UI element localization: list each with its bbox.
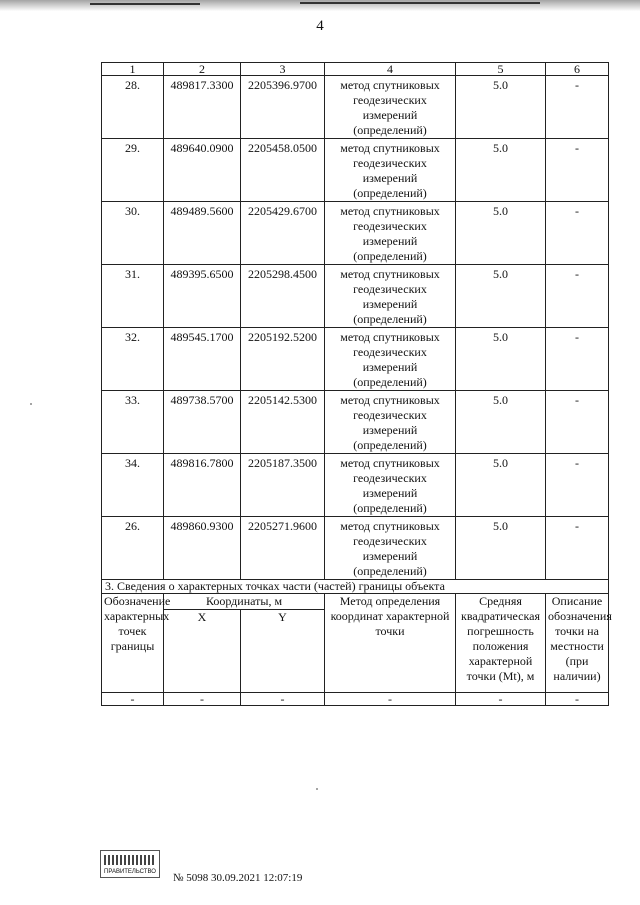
point-number: 34. (102, 454, 164, 517)
scan-streak (300, 2, 540, 4)
coordinate-x: 489816.7800 (164, 454, 241, 517)
header-coordinates: Координаты, м (164, 594, 325, 610)
coordinate-x: 489545.1700 (164, 328, 241, 391)
column-number: 2 (164, 63, 241, 76)
coordinate-y: 2205142.5300 (241, 391, 325, 454)
page-number: 4 (316, 18, 324, 34)
section3-empty-row (102, 693, 609, 706)
header-x: X (164, 610, 241, 693)
coordinate-y: 2205187.3500 (241, 454, 325, 517)
point-number: 28. (102, 76, 164, 139)
description-cell: - (546, 391, 609, 454)
method-cell: метод спутниковых геодезических измерений (определений) (325, 517, 456, 580)
column-number: 4 (325, 63, 456, 76)
column-number: 1 (102, 63, 164, 76)
scan-streak (90, 3, 200, 5)
coordinate-x: 489395.6500 (164, 265, 241, 328)
accuracy-cell: 5.0 (456, 454, 546, 517)
table-row (102, 328, 609, 391)
method-cell: метод спутниковых геодезических измерений (определений) (325, 76, 456, 139)
accuracy-cell: 5.0 (456, 517, 546, 580)
point-number: 32. (102, 328, 164, 391)
header-y: Y (241, 610, 325, 693)
method-cell: метод спутниковых геодезических измерений (определений) (325, 328, 456, 391)
description-cell: - (546, 139, 609, 202)
method-cell: метод спутниковых геодезических измерений (определений) (325, 202, 456, 265)
point-number: 33. (102, 391, 164, 454)
table-row (102, 517, 609, 580)
accuracy-cell: 5.0 (456, 202, 546, 265)
method-cell: метод спутниковых геодезических измерений (определений) (325, 265, 456, 328)
coordinate-y: 2205271.9600 (241, 517, 325, 580)
description-cell: - (546, 454, 609, 517)
description-cell: - (546, 76, 609, 139)
table-row (102, 139, 609, 202)
point-number: 30. (102, 202, 164, 265)
coordinate-x: 489860.9300 (164, 517, 241, 580)
point-number: 31. (102, 265, 164, 328)
coordinate-y: 2205298.4500 (241, 265, 325, 328)
accuracy-cell: 5.0 (456, 328, 546, 391)
coordinate-y: 2205458.0500 (241, 139, 325, 202)
header-description: Описание обозначения точки на местности (при наличии) (546, 594, 609, 693)
column-number: 5 (456, 63, 546, 76)
coordinate-y: 2205396.9700 (241, 76, 325, 139)
coordinate-y: 2205192.5200 (241, 328, 325, 391)
column-numbers-row (102, 63, 609, 76)
description-cell: - (546, 202, 609, 265)
header-accuracy: Средняя квадратическая погрешность положения характерной точки (Mt), м (456, 594, 546, 693)
description-cell: - (546, 517, 609, 580)
header-designation: Обозначение характерных точек границы (102, 594, 164, 693)
registration-line: № 5098 30.09.2021 12:07:19 (173, 872, 303, 884)
empty-cell: - (164, 693, 241, 706)
method-cell: метод спутниковых геодезических измерений (определений) (325, 454, 456, 517)
table-row (102, 76, 609, 139)
table-row (102, 202, 609, 265)
accuracy-cell: 5.0 (456, 265, 546, 328)
table-row (102, 454, 609, 517)
government-stamp-icon (100, 850, 160, 878)
accuracy-cell: 5.0 (456, 139, 546, 202)
column-number: 3 (241, 63, 325, 76)
point-number: 29. (102, 139, 164, 202)
coordinate-y: 2205429.6700 (241, 202, 325, 265)
accuracy-cell: 5.0 (456, 391, 546, 454)
empty-cell: - (456, 693, 546, 706)
table-row (102, 265, 609, 328)
section-title: 3. Сведения о характерных точках части (частей) границы объекта (102, 580, 609, 594)
column-number: 6 (546, 63, 609, 76)
description-cell: - (546, 265, 609, 328)
scan-speck (30, 403, 32, 405)
method-cell: метод спутниковых геодезических измерений (определений) (325, 391, 456, 454)
accuracy-cell: 5.0 (456, 76, 546, 139)
coordinate-x: 489489.5600 (164, 202, 241, 265)
stamp-caption: ПРАВИТЕЛЬСТВО (104, 869, 156, 875)
empty-cell: - (325, 693, 456, 706)
coordinate-x: 489817.3300 (164, 76, 241, 139)
empty-cell: - (241, 693, 325, 706)
method-cell: метод спутниковых геодезических измерений (определений) (325, 139, 456, 202)
coordinate-x: 489738.5700 (164, 391, 241, 454)
coordinate-x: 489640.0900 (164, 139, 241, 202)
section3-header-row (102, 594, 609, 610)
header-method: Метод определения координат характерной точки (325, 594, 456, 693)
footer (100, 850, 400, 890)
point-number: 26. (102, 517, 164, 580)
scan-speck (316, 788, 318, 790)
empty-cell: - (102, 693, 164, 706)
section-title-row (102, 580, 609, 594)
description-cell: - (546, 328, 609, 391)
empty-cell: - (546, 693, 609, 706)
table-row (102, 391, 609, 454)
coordinates-table (101, 62, 612, 706)
